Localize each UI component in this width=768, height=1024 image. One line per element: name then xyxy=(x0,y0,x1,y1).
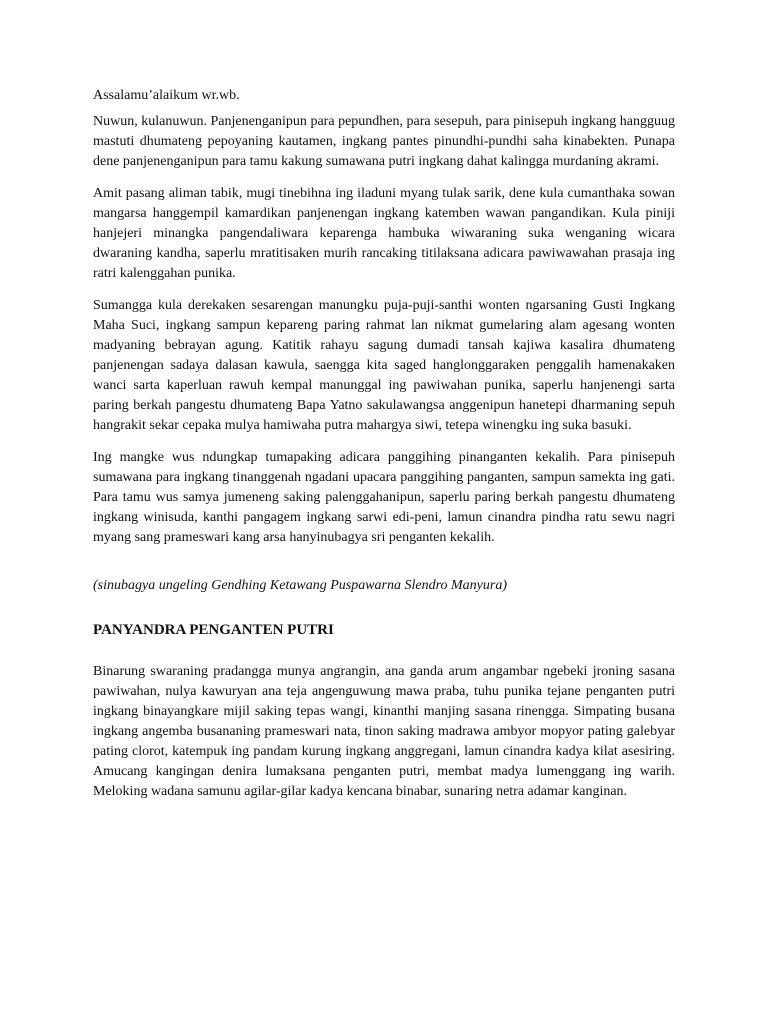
paragraph-apology: Amit pasang aliman tabik, mugi tinebihna ing iladuni myang tulak sarik, dene kula cumanthaka sowan mangarsa hanggempil kamardikan panjenengan ingkang katemben wawan pangandikan. Kula piniji hanjejeri minangka pangendaliwara keparenga hambuka wiwaraning suka wenganing wicara dwaraning kandha, saperlu mratitisaken murih rancaking titilaksana adicara pawiwawahan prasaja ing ratri kalenggahan punika. xyxy=(93,186,675,281)
greeting-line: Assalamu’alaikum wr.wb. xyxy=(93,88,240,103)
document-page xyxy=(93,86,675,802)
section-heading: PANYANDRA PENGANTEN PUTRI xyxy=(93,622,334,638)
paragraph-ceremony: Ing mangke wus ndungkap tumapaking adicara panggihing pinanganten kekalih. Para pinisepuh sumawana para ingkang tinanggenah ngadani upacara panggihing panganten, sampun samekta ing gati. Para tamu wus samya jumeneng saking palenggahanipun, saperlu paring berkah pangestu dhumateng ingkang winisuda, kanthi pangagem ingkang sarwi edi-peni, lamun cinandra pindha ratu sewu nagri myang sang prameswari kang arsa hanyinubagya sri penganten kekalih. xyxy=(93,450,675,545)
paragraph-prayer: Sumangga kula derekaken sesarengan manungku puja-puji-santhi wonten ngarsaning Gusti Ingkang Maha Suci, ingkang sampun kepareng paring rahmat lan nikmat gumelaring alam agesang wonten madyaning bebrayan agung. Katitik rahayu sagung dumadi tansah kajiwa kasalira dhumateng panjenengan sadaya dalasan kawula, saengga kita saged hanglonggaraken penggalih hamenakaken wanci sarta kaperluan rawuh kempal manunggal ing pawiwahan punika, saperlu hanjenengi sarta paring berkah pangestu dhumateng Bapa Yatno sakulawangsa anggenipun hanetepi dharmaning sepuh hangrakit sekar cepaka mulya hamiwaha putra mahargya siwi, tetepa winengku ing suka basuki. xyxy=(93,298,675,433)
section-paragraph: Binarung swaraning pradangga munya angrangin, ana ganda arum angambar ngebeki jroning sasana pawiwahan, nulya kawuryan ana teja angenguwung mawa praba, tuhu punika tejane penganten putri ingkang binayangkare mijil saking tepas wangi, kinanthi manjing sasana rinengga. Simpating busana ingkang angemba busananing prameswari nata, tinon saking madrawa ambyor mopyor pating galebyar pating clorot, katempuk ing pandam kurung ingkang anggregani, lamun cinandra kadya kilat asesiring. Amucang kangingan denira lumaksana penganten putri, membat madya lumenggang ing warih. Meloking wadana samunu agilar-gilar kadya kencana binabar, sunaring netra adamar kanginan. xyxy=(93,664,675,799)
paragraph-opening: Nuwun, kulanuwun. Panjenenganipun para pepundhen, para sesepuh, para pinisepuh ingkang hangguug mastuti dhumateng pepoyaning kautamen, ingkang pantes pinundhi-pundhi saha kinabekten. Punapa dene panjenenganipun para tamu kakung sumawana putri ingkang dahat kalingga murdaning akrami. xyxy=(93,114,675,169)
gendhing-note: (sinubagya ungeling Gendhing Ketawang Puspawarna Slendro Manyura) xyxy=(93,578,508,593)
